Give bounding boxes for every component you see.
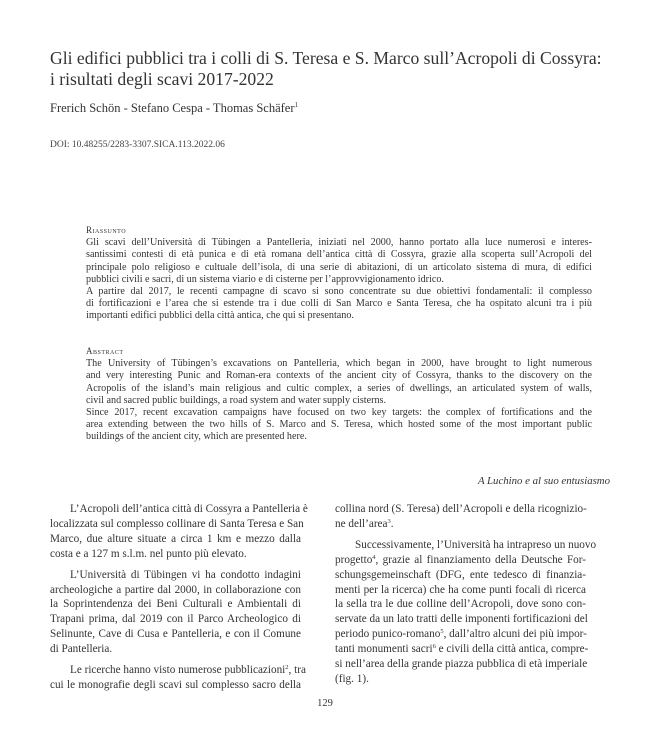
- abstract-section: [86, 345, 592, 444]
- body-line: collina nord (S. Teresa) dell’Acropoli e della ricognizio-: [335, 503, 587, 515]
- body-line: schungsgemeinschaft (DFG, ente tedesco di finanzia-: [335, 568, 586, 581]
- body-line: servate da un lato tratti delle imponenti fortificazioni del: [335, 613, 588, 626]
- body-line: Successivamente, l’Università ha intrapreso un nuovo: [355, 538, 597, 551]
- riassunto-line: pubblici civili e sacri, di un sistema viario e di cisterne per l’approvvigionamento idrico.: [86, 273, 444, 285]
- body-line: Trapani prima, dal 2019 con il Parco Archeologico di: [50, 613, 301, 626]
- body-line: costa e a 127 m s.l.m. nel punto più elevato.: [50, 547, 247, 560]
- body-paragraph: [50, 502, 308, 562]
- body-line: archeologiche a partire dal 2000, in collaborazione con: [50, 583, 301, 596]
- body-text: progetto: [335, 553, 373, 566]
- authors: [50, 101, 298, 116]
- riassunto-line: A partire dal 2017, le recenti campagne di scavo si sono concentrate su due obiettivi fondamentali: il complesso: [86, 286, 592, 298]
- article-title: [50, 48, 610, 90]
- footnote-ref[interactable]: 2: [285, 664, 289, 672]
- title-line: Gli edifici pubblici tra i colli di S. Teresa e S. Marco sull’Acropoli di Cossyra:: [50, 48, 602, 68]
- body-line: [335, 627, 586, 642]
- riassunto-section: [86, 224, 592, 323]
- body-text: Le ricerche hanno visto numerose pubblicazioni: [70, 664, 286, 677]
- body-line: la Soprintendenza dei Beni Culturali e Ambientali di: [50, 598, 301, 611]
- body-text: tanti monumenti sacri: [335, 643, 433, 656]
- body-paragraph: [50, 568, 301, 657]
- body-line: [335, 642, 589, 657]
- abstract-line: civil and sacred public buildings, a road system and water supply cisterns.: [86, 394, 387, 406]
- body-text: , dall’altro alcuni dei più impor-: [443, 628, 587, 641]
- riassunto-line: di fortificazioni e l’area che si estende tra i due colli di San Marco e Santa Teresa, che ha ospitato alcuni tra i più: [86, 298, 592, 310]
- riassunto-line: importanti edifici pubblici della città antica, che qui si presentano.: [86, 310, 354, 322]
- body-line: [335, 517, 586, 532]
- body-text: periodo punico-romano: [335, 628, 441, 641]
- abstract-line: area extending between the two hills of S. Marco and S. Teresa, which hosted some of the most important public: [86, 419, 592, 431]
- body-text: , tra: [288, 664, 306, 677]
- body-line: [50, 663, 306, 678]
- footnote-ref[interactable]: 1: [294, 101, 298, 109]
- body-line: (fig. 1).: [335, 672, 369, 685]
- body-line: di Pantelleria.: [50, 643, 113, 656]
- body-text: e civili della città antica, compre-: [435, 643, 589, 656]
- riassunto-line: santissimi contesti di età punica e di età romana dell’antica città di Cossyra, grazie alla scoperta sull’Acropoli del: [86, 249, 592, 261]
- author-names: Frerich Schön - Stefano Cespa - Thomas Schäfer: [50, 101, 295, 115]
- abstract-line: buildings of the ancient city, which are presented here.: [86, 431, 307, 443]
- body-text: .: [390, 517, 394, 530]
- body-line: localizzata sul complesso collinare di Santa Teresa e San: [50, 517, 304, 530]
- page-number: 129: [317, 698, 333, 709]
- abstract-line: The University of Tübingen’s excavations on Pantelleria, which began in 2000, have brought to light numerous: [86, 358, 592, 370]
- abstract-heading: Abstract: [86, 346, 124, 356]
- footnote-ref[interactable]: 6: [432, 643, 436, 651]
- body-paragraph: [335, 538, 597, 687]
- body-line: la sella tra le due colline dell’Acropoli, dove sono con-: [335, 598, 586, 611]
- abstract-line: Since 2017, recent excavation campaigns have focused on two key targets: the complex of fortifications and the: [86, 407, 592, 419]
- footnote-ref[interactable]: 5: [440, 628, 444, 636]
- abstract-line: Acropolis of the island’s main religious and cultic complex, a series of dwellings, an articulated system of walls,: [86, 382, 592, 394]
- body-text: ne dell’area: [335, 517, 388, 530]
- body-line: L’Università di Tübingen vi ha condotto indagini: [70, 568, 301, 581]
- body-line: Selinunte, Cave di Cusa e Pantelleria, e con il Comune: [50, 628, 301, 641]
- body-line: menti per la ricerca) che ha come punti focali di ricerca: [335, 583, 586, 596]
- body-line: cui le monografie degli scavi sul complesso sacro della: [50, 678, 301, 691]
- body-column-right: [335, 502, 597, 693]
- abstract-line: and very interesting Punic and Roman-era contexts of the ancient city of Cossyra, thanks to the discovery on the: [86, 370, 592, 382]
- footnote-ref[interactable]: 4: [372, 553, 376, 561]
- doi: DOI: 10.48255/2283-3307.SICA.113.2022.06: [50, 140, 225, 150]
- body-line: si nell’area della grande piazza pubblica di età imperiale: [335, 658, 588, 671]
- body-line: L’Acropoli dell’antica città di Cossyra a Pantelleria è: [70, 503, 308, 515]
- riassunto-line: principale polo religioso e cultuale dell’isola, di una serie di abitazioni, di un articolato sistema di mura, di edifici: [86, 261, 592, 273]
- body-text: , grazie al finanziamento della Deutsche For-: [375, 553, 586, 566]
- body-paragraph: [335, 502, 586, 532]
- body-paragraph: [50, 663, 306, 693]
- body-column-left: [50, 502, 308, 699]
- dedication: A Luchino e al suo entusiasmo: [477, 475, 610, 487]
- body-line: Marco, due alture situate a circa 1 km e mezzo dalla: [50, 532, 301, 545]
- riassunto-heading: Riassunto: [86, 225, 127, 235]
- body-line: [335, 553, 586, 568]
- riassunto-line: Gli scavi dell’Università di Tübingen a Pantelleria, iniziati nel 2000, hanno portato alla luce numerosi e interes-: [86, 237, 592, 249]
- title-line: i risultati degli scavi 2017-2022: [50, 69, 274, 89]
- footnote-ref[interactable]: 3: [387, 517, 391, 525]
